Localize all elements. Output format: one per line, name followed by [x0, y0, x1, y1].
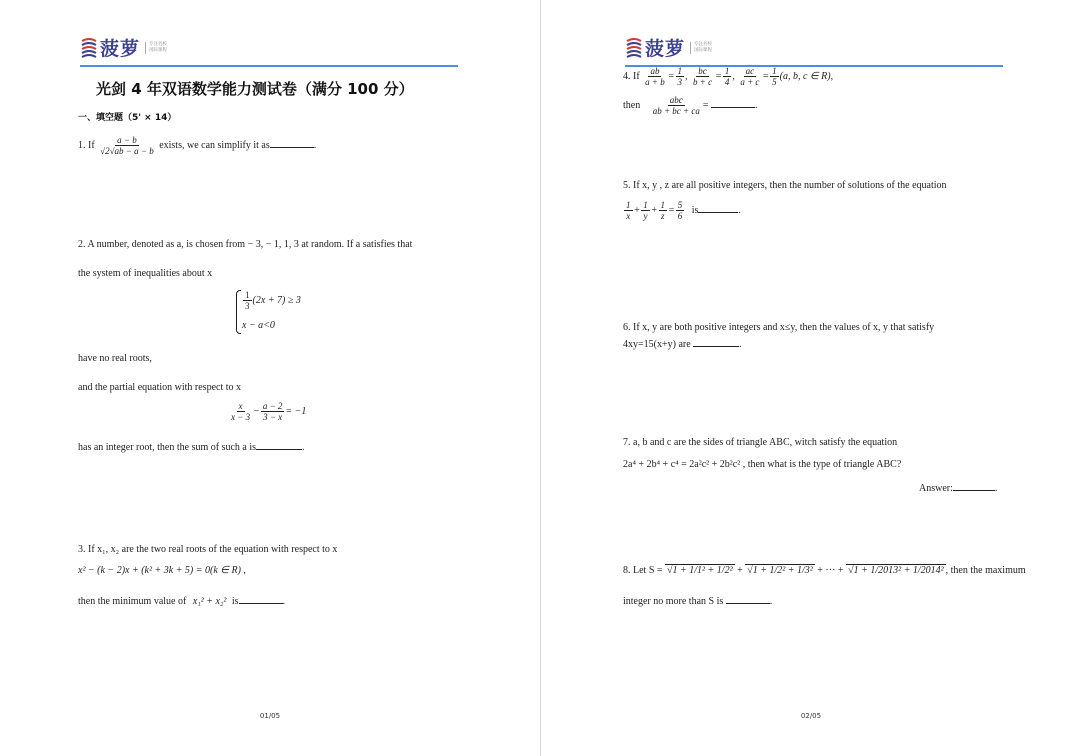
q2-line5 [78, 440, 305, 453]
brand-subtitle-line1: 专注名校 [694, 41, 713, 47]
q4-d1: 3 [677, 77, 682, 87]
q5-frac-5-6 [676, 200, 685, 221]
q2-ineq1-num: 1 [245, 290, 250, 300]
q4-den2: b + c [693, 77, 713, 87]
brand-subtitle-line2: 国际课程 [694, 47, 713, 53]
page-2 [541, 0, 1080, 756]
brand-subtitle-line1: 专注名校 [149, 41, 168, 47]
q2-eq-frac2 [261, 401, 285, 422]
q4-frac-ab [643, 66, 667, 87]
q5-d2: y [643, 211, 648, 221]
q1-end: . [313, 139, 317, 151]
q3-line2-text: then the minimum value of [78, 596, 187, 607]
page-number: 02/05 [800, 712, 822, 720]
brand-subtitle [690, 42, 712, 54]
q5-n2: 1 [643, 200, 648, 210]
q2-line5-text: has an integer root, then the sum of such a is [78, 442, 257, 453]
q3-line2 [78, 594, 285, 607]
brand-subtitle-line2: 国际课程 [149, 47, 168, 53]
q8-end: . [769, 596, 773, 607]
q8-prefix: 8. Let S = [623, 565, 663, 576]
q5-answer-blank[interactable] [698, 203, 738, 213]
q4-den3: a + c [740, 77, 760, 87]
q2-eq-minus: − [253, 405, 260, 417]
q4-n3: 1 [772, 66, 777, 76]
q4-n2: 1 [724, 66, 730, 76]
q4-frac-bc [691, 66, 714, 87]
q2-inequality-2: x − a<0 [242, 320, 275, 331]
q3-end: . [282, 596, 286, 607]
q4-answer-blank[interactable] [711, 98, 755, 108]
q7-answer-line [919, 481, 997, 494]
brand-logo [625, 34, 712, 61]
q7-answer-blank[interactable] [953, 481, 995, 491]
q2-ineq1-den: 3 [245, 301, 250, 311]
q2-eq-den1: x − 3 [231, 412, 251, 422]
q5-n4: 5 [677, 200, 683, 210]
header-rule [80, 65, 458, 67]
pineapple-icon [80, 37, 98, 59]
section-heading: 一、填空题（5' × 14） [78, 113, 177, 123]
pineapple-icon [625, 37, 643, 59]
question-1 [78, 135, 316, 156]
q1-prefix: 1. If [78, 139, 95, 151]
q3-line1: 3. If x₁, x₂ are the two real roots of the equation with respect to x [78, 544, 338, 555]
brand-name: 菠萝 [100, 38, 141, 60]
brand-name: 菠萝 [645, 38, 686, 60]
q2-eq-frac1 [229, 401, 252, 422]
q8-suffix: , then the maximum [945, 565, 1026, 576]
q5-n1: 1 [626, 200, 631, 210]
q5-d1: x [626, 211, 631, 221]
q7-answer-label: Answer: [919, 483, 953, 494]
q4-num3: ac [745, 66, 755, 76]
q2-end: . [302, 442, 305, 453]
q3-is: is [231, 596, 239, 607]
page-title: 光剑 4 年双语数学能力测试卷（满分 100 分） [96, 80, 414, 98]
brand-logo [80, 34, 167, 61]
q7-end: . [994, 483, 998, 494]
q6-line2 [623, 337, 742, 350]
q4-then-line [623, 95, 758, 116]
q2-line4: and the partial equation with respect to x [78, 382, 242, 393]
q8-answer-blank[interactable] [726, 594, 770, 604]
q2-system-brace [236, 290, 241, 334]
q4-frac-ac [738, 66, 761, 87]
q4-eq4: = [702, 99, 709, 111]
q4-condition: (a, b, c ∈ R), [779, 70, 834, 82]
q4-frac-abc [651, 95, 702, 116]
q8-radical-2: √1 + 1/2² + 1/3² [747, 565, 813, 576]
q2-eq-rhs: = −1 [285, 405, 307, 417]
q4-n1: 1 [677, 66, 682, 76]
page-number: 01/05 [259, 712, 281, 720]
q2-equation [228, 401, 306, 422]
q2-eq-num2: a − 2 [262, 401, 283, 411]
q4-num1: ab [650, 66, 660, 76]
q2-ineq1-text: (2x + 7) ≥ 3 [252, 294, 301, 306]
q8-line2 [623, 594, 772, 607]
q4-den1: a + b [645, 77, 665, 87]
q5-frac-x [624, 200, 633, 221]
question-4: 4. If $\frac{ab}{a + b}$ = $\frac{1}{3}$ , $\frac{bc}{b + c}$ = $\frac{1}{4}$ , $\frac{ac}{a + c}$ = $\frac{1}{5}$ (a, b, c ∈ R), [623, 66, 834, 87]
q7-line2: 2a⁴ + 2b⁴ + c⁴ = 2a²c² + 2b²c² , then what is the type of triangle ABC? [623, 459, 902, 470]
q4-eq1: = [667, 70, 675, 82]
q5-is: is [691, 204, 699, 216]
q5-frac-z [659, 200, 668, 221]
q4-num4: abc [669, 95, 683, 105]
q2-line1: 2. A number, denoted as a, is chosen from − 3, − 1, 1, 3 at random. If a satisfies that [78, 239, 413, 250]
q5-d3: z [660, 211, 665, 221]
q5-frac-y [641, 200, 650, 221]
q5-n3: 1 [660, 200, 665, 210]
q1-suffix: exists, we can simplify it as [159, 139, 270, 151]
q7-line1: 7. a, b and c are the sides of triangle ABC, witch satisfy the equation [623, 437, 898, 448]
q4-frac-1-4 [723, 66, 732, 87]
q6-end: . [739, 339, 742, 350]
q5-equation: $\frac{1}{x}$ + $\frac{1}{y}$ + $\frac{1}{z}$ = $\frac{5}{6}$ is . [626, 200, 741, 221]
q6-line2-text: 4xy=15(x+y) are [623, 339, 691, 350]
q4-end: . [755, 99, 758, 111]
q6-answer-blank[interactable] [693, 337, 739, 347]
q8-radical-1: √1 + 1/1² + 1/2² [667, 565, 733, 576]
q8-radical-3: √1 + 1/2013² + 1/2014² [848, 565, 944, 576]
q4-frac-1-3 [676, 66, 685, 87]
q3-equation: x² − (k − 2)x + (k² + 3k + 5) = 0(k ∈ R) , [78, 565, 246, 576]
q4-frac-1-5 [770, 66, 779, 87]
q3-expression: x₁² + x₂² [192, 596, 227, 607]
q5-line1: 5. If x, y , z are all positive integers, then the number of solutions of the equation [623, 180, 947, 191]
q2-ineq1-fraction [243, 290, 252, 311]
q1-answer-blank[interactable] [270, 138, 314, 148]
q4-d3: 5 [772, 77, 777, 87]
q4-then: then [623, 99, 641, 111]
q5-end: . [738, 204, 741, 216]
q2-eq-den2: 3 − x [263, 412, 283, 422]
q8-radicand-2: 1 + 1/2² + 1/3² [752, 565, 813, 576]
q1-denominator: √2√ab − a − b [100, 146, 154, 156]
q8-radicand-1: 1 + 1/1² + 1/2² [672, 565, 733, 576]
q4-num2: bc [698, 66, 707, 76]
q8-dots: + ··· + [817, 565, 844, 576]
q5-d4: 6 [677, 211, 683, 221]
q2-eq-num1: x [238, 401, 243, 411]
brand-subtitle [145, 42, 167, 54]
q2-answer-blank[interactable] [256, 440, 302, 450]
q6-line1: 6. If x, y are both positive integers and x≤y, then the values of x, y that satisfy [623, 322, 935, 333]
q3-answer-blank[interactable] [239, 594, 283, 604]
q2-inequality-1 [242, 290, 301, 311]
q1-numerator: a − b [117, 135, 137, 145]
q8-radicand-3: 1 + 1/2013² + 1/2014² [853, 565, 944, 576]
q1-fraction [98, 135, 156, 156]
q2-line3: have no real roots, [78, 353, 152, 364]
q4-den4: ab + bc + ca [652, 106, 700, 116]
q4-d2: 4 [724, 77, 730, 87]
q2-line2: the system of inequalities about x [78, 268, 213, 279]
q4-prefix: 4. If [623, 70, 640, 82]
q8-line2-text: integer no more than S is [623, 596, 724, 607]
question-8: 8. Let S = √1 + 1/1² + 1/2² + √1 + 1/2² + 1/3² + ··· + √1 + 1/2013² + 1/2014² , then the maximum [623, 565, 1026, 576]
